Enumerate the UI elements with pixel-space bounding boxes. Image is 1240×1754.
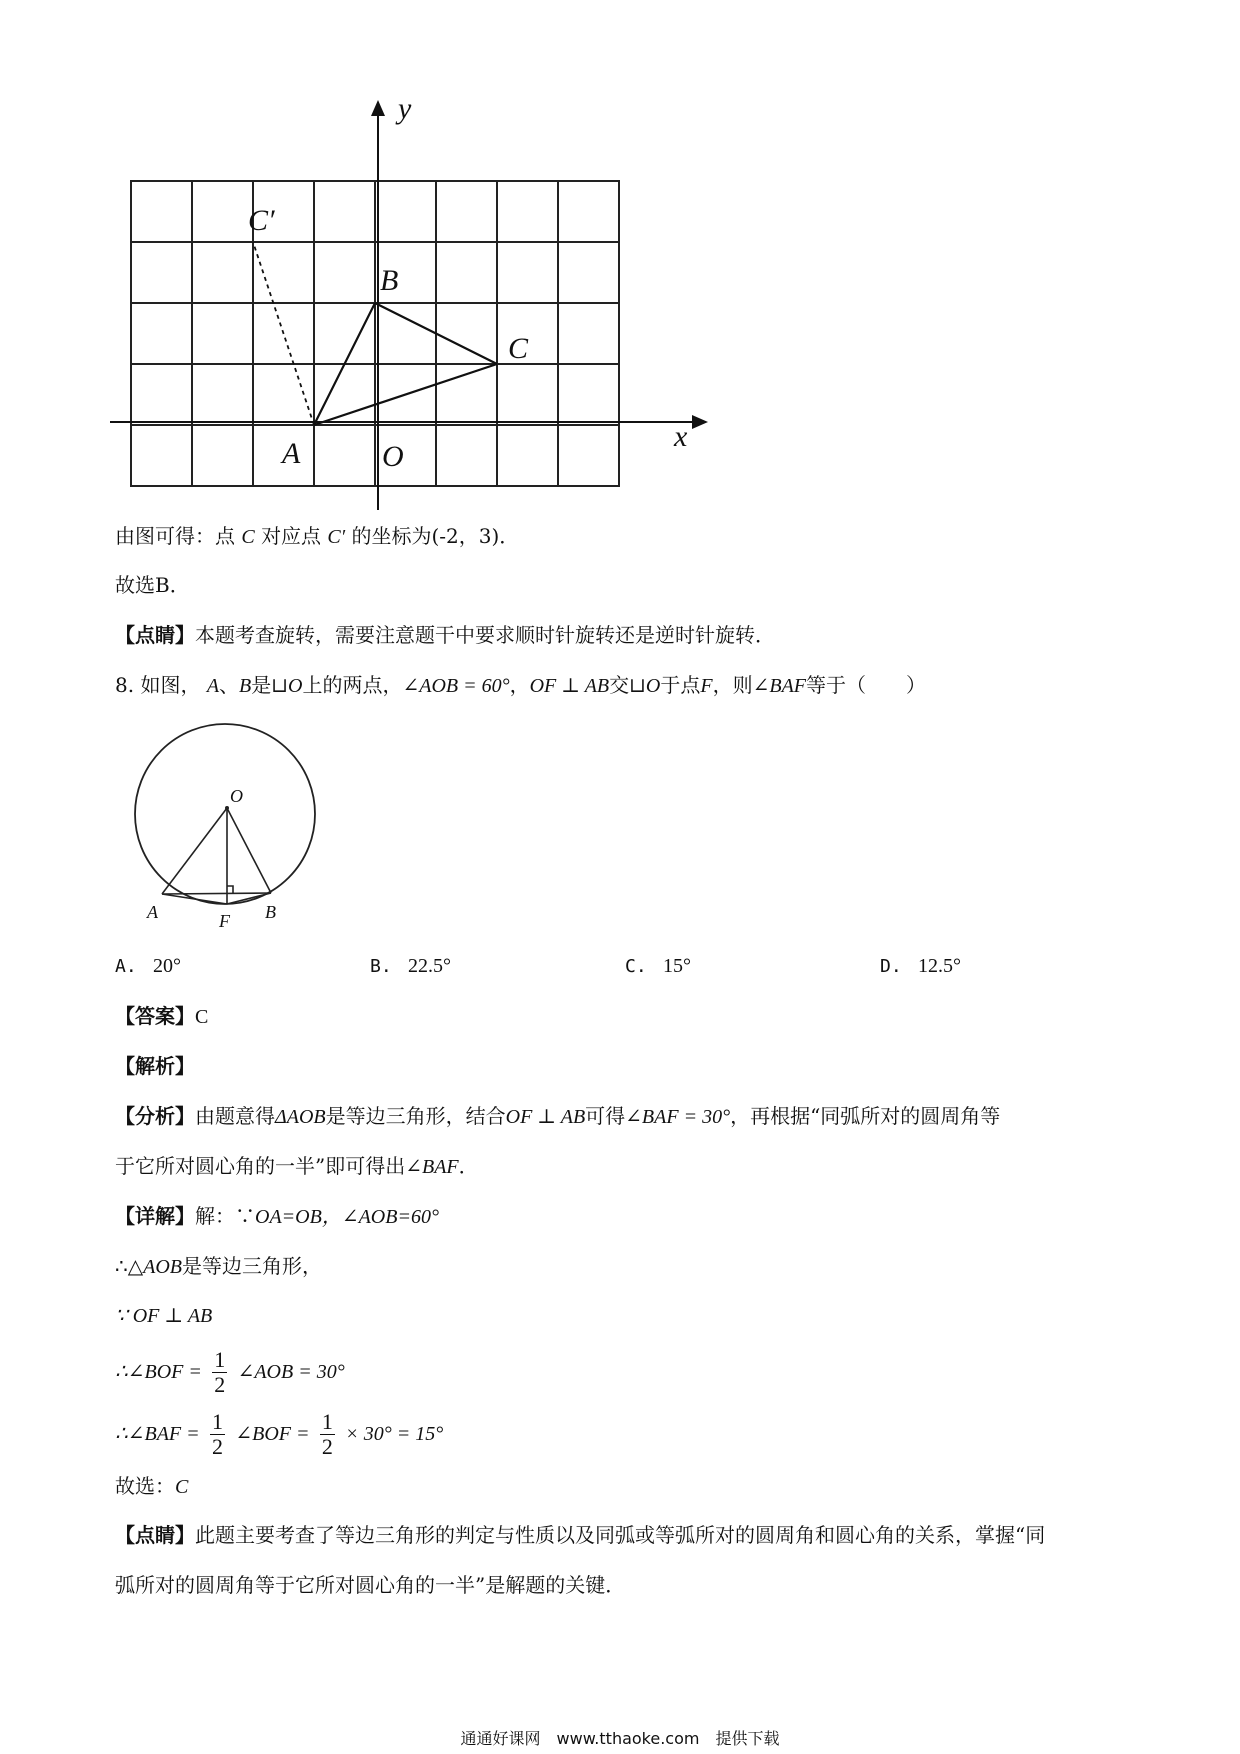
math-c-prime: C′ xyxy=(327,526,346,548)
fraction-numerator: 1 xyxy=(212,1409,223,1434)
math-text: ∠BOF = xyxy=(235,1423,310,1445)
math-f: F xyxy=(700,675,713,697)
math-text: ∴∠BOF = xyxy=(115,1361,202,1383)
math-text: ∠AOB = 30° xyxy=(237,1361,345,1383)
detail-line-6 xyxy=(115,1471,188,1502)
option-value: 15° xyxy=(663,955,692,977)
text-fragment: 于点 xyxy=(660,673,701,697)
fraction-numerator: 1 xyxy=(214,1347,226,1372)
text-fragment: ，再根据“同弧所对的圆周角等 xyxy=(730,1104,1001,1128)
point-a-label: A xyxy=(282,437,301,470)
text-fragment: 由图可得：点 xyxy=(115,524,235,548)
text-fragment: 交 xyxy=(609,673,630,697)
option-value: 20° xyxy=(153,955,182,977)
fraction-denominator: 2 xyxy=(321,1434,333,1459)
point-c-label: C xyxy=(508,332,529,365)
circle-symbol: ⊔ xyxy=(271,675,289,697)
option-value: 22.5° xyxy=(408,955,452,977)
detail-line-5 xyxy=(115,1398,443,1468)
math-of-perp-ab: OF ⊥ AB xyxy=(505,1106,586,1128)
text-fragment: 于它所对圆心角的一半”即可得出 xyxy=(115,1154,406,1178)
section-tag: 【点睛】 xyxy=(115,1523,195,1547)
fenxi-line-2 xyxy=(115,1151,479,1182)
point-b-label: B xyxy=(380,264,399,297)
text-line-choice: 故选B． xyxy=(115,573,190,597)
math-c: C xyxy=(175,1476,189,1498)
text-fragment: 此题主要考查了等边三角形的判定与性质以及同弧或等弧所对的圆周角和圆心角的关系，掌握“同 xyxy=(195,1523,1046,1547)
dashed-segment-ac-prime xyxy=(253,242,314,425)
axes xyxy=(110,110,698,510)
point-c-prime-label: C′ xyxy=(248,204,275,237)
y-axis-label: y xyxy=(398,92,412,125)
text-fragment: ∴△ xyxy=(115,1254,144,1278)
option-d xyxy=(880,950,961,982)
text-fragment: 本题考查旋转，需要注意题干中要求顺时针旋转还是逆时针旋转． xyxy=(195,623,775,647)
text-fragment: ， xyxy=(509,673,530,697)
math-b: B xyxy=(239,675,252,697)
circle-a-label: A xyxy=(147,902,158,922)
text-fragment: 是等边三角形，结合 xyxy=(325,1104,506,1128)
text-line-coordinate xyxy=(115,521,519,552)
answer-line xyxy=(115,1001,208,1032)
circle-figure xyxy=(125,720,325,930)
origin-label: O xyxy=(382,440,404,473)
text-fragment: 由题意得 xyxy=(195,1104,275,1128)
fraction-denominator: 2 xyxy=(212,1434,223,1459)
option-label: B. xyxy=(370,956,392,977)
detail-line-3: ∵ OF ⊥ AB xyxy=(115,1305,213,1327)
math-angle-aob: ∠AOB = 60° xyxy=(402,675,510,697)
text-fragment: ，则 xyxy=(712,673,753,697)
section-tag: 【点睛】 xyxy=(115,623,195,647)
math-o: O xyxy=(288,675,303,697)
section-tag: 【分析】 xyxy=(115,1104,195,1128)
circle-f-label: F xyxy=(219,911,230,930)
page-footer: 通通好课网 www.tthaoke.com 提供下载 xyxy=(460,1729,780,1748)
text-fragment: ． xyxy=(458,1154,479,1178)
dianjing-line-2: 弧所对的圆周角等于它所对圆心角的一半”是解题的关键． xyxy=(115,1573,626,1597)
fraction-denominator: 2 xyxy=(214,1372,226,1397)
fraction-half xyxy=(210,1410,225,1459)
option-b xyxy=(370,950,451,982)
text-fragment: 8. 如图， xyxy=(115,673,201,697)
text-fragment: 是 xyxy=(251,673,272,697)
option-label: A. xyxy=(115,956,137,977)
text-fragment: 上的两点， xyxy=(302,673,403,697)
option-label: C. xyxy=(625,956,647,977)
option-a xyxy=(115,950,181,982)
text-fragment: 等于（ ） xyxy=(806,673,927,697)
math-a: A xyxy=(206,675,220,697)
x-axis-label: x xyxy=(674,420,688,453)
rotation-grid-figure xyxy=(100,90,720,520)
math-angle-baf-30: ∠BAF = 30° xyxy=(625,1106,731,1128)
section-tag: 【答案】 xyxy=(115,1004,195,1028)
analysis-heading: 【解析】 xyxy=(115,1054,195,1078)
option-label: D. xyxy=(880,956,902,977)
fraction-numerator: 1 xyxy=(321,1409,333,1434)
option-c xyxy=(625,950,691,982)
math-o: O xyxy=(645,675,661,697)
math-aob: AOB xyxy=(143,1256,182,1278)
detail-line-4 xyxy=(115,1336,345,1406)
text-fragment: 是等边三角形， xyxy=(182,1254,322,1278)
math-angle-baf: ∠BAF xyxy=(752,675,807,697)
text-fragment: 、 xyxy=(219,673,240,697)
text-line-dianjing-7 xyxy=(115,620,775,650)
dianjing-line-1 xyxy=(115,1520,1045,1550)
fraction-half xyxy=(320,1410,335,1459)
math-triangle-aob: ΔAOB xyxy=(275,1106,326,1128)
circle-o-label: O xyxy=(230,786,243,806)
answer-value: C xyxy=(195,1006,209,1028)
option-value: 12.5° xyxy=(918,955,962,977)
text-fragment: 故选： xyxy=(115,1474,175,1498)
text-fragment: 的坐标为(-2，3)． xyxy=(351,524,520,548)
detail-line-2 xyxy=(115,1251,322,1282)
math-text: × 30° = 15° xyxy=(345,1423,444,1445)
fraction-half xyxy=(212,1348,227,1397)
circle-symbol: ⊔ xyxy=(629,675,646,697)
detail-line-1 xyxy=(115,1201,439,1232)
question-8-stem xyxy=(115,670,926,701)
fenxi-line-1 xyxy=(115,1101,1000,1132)
math-angle-baf: ∠BAF xyxy=(405,1156,459,1178)
section-tag: 【详解】 xyxy=(115,1204,195,1228)
math-oa-eq-ob: OA=OB，∠AOB=60° xyxy=(255,1206,439,1228)
text-fragment: 对应点 xyxy=(261,524,322,548)
text-fragment: 解：∵ xyxy=(195,1204,255,1228)
x-axis-arrow xyxy=(692,415,708,429)
math-text: ∴∠BAF = xyxy=(115,1423,200,1445)
math-of-perp-ab: OF ⊥ AB xyxy=(529,675,610,697)
y-axis-arrow xyxy=(371,100,385,116)
circle-b-label: B xyxy=(265,902,276,922)
text-fragment: 可得 xyxy=(585,1104,626,1128)
math-c: C xyxy=(241,526,255,548)
grid xyxy=(131,181,619,486)
